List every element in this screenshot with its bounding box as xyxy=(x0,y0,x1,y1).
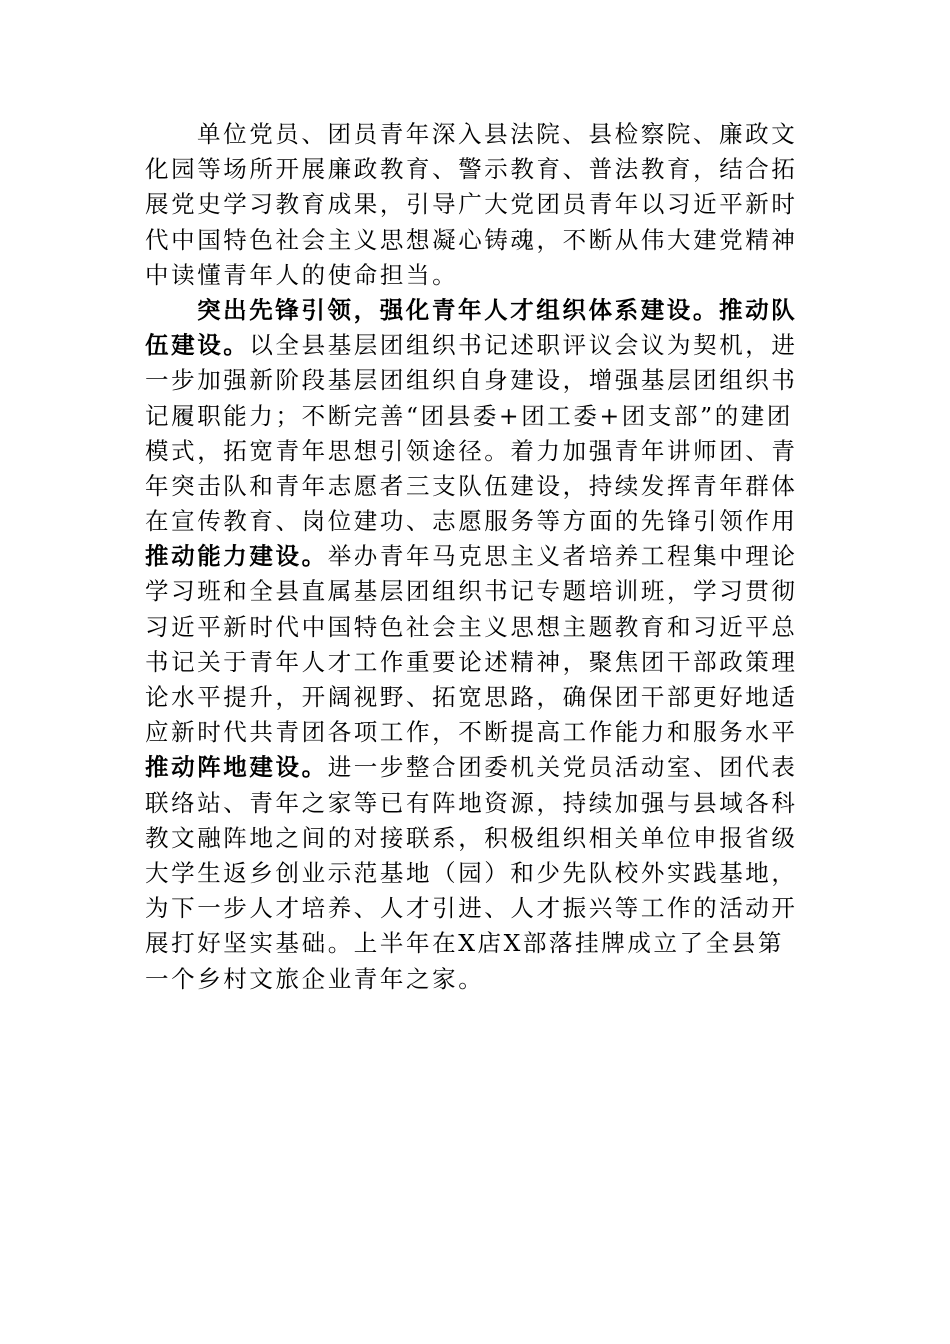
paragraph-2-line: 在宣传教育、岗位建功、志愿服务等方面的先锋引领作用 xyxy=(145,507,798,536)
paragraph-1-line: 展党史学习教育成果，引导广大党团员青年以习近平新时 xyxy=(145,190,798,219)
paragraph-2-line: 习近平新时代中国特色社会主义思想主题教育和习近平总 xyxy=(145,612,798,641)
paragraph-2-line: 教文融阵地之间的对接联系，积极组织相关单位申报省级 xyxy=(145,823,798,852)
paragraph-2-line: 模式，拓宽青年思想引领途径。着力加强青年讲师团、青 xyxy=(145,436,798,465)
subsection-heading-team: 推动队 xyxy=(719,295,798,324)
body-text: 举办青年马克思主义者培养工程集中理论 xyxy=(327,542,798,571)
body-text: 进一步整合团委机关党员活动室、团代表 xyxy=(327,753,798,782)
paragraph-2-line: 年突击队和青年志愿者三支队伍建设，持续发挥青年群体 xyxy=(145,471,798,500)
section-heading: 突出先锋引领，强化青年人才组织体系建设。 xyxy=(197,295,719,324)
paragraph-2-line: 为下一步人才培养、人才引进、人才振兴等工作的活动开 xyxy=(145,894,798,923)
document-body xyxy=(145,117,805,997)
paragraph-1-line: 单位党员、团员青年深入县法院、县检察院、廉政文 xyxy=(197,120,798,148)
body-text: 以全县基层团组织书记述职评议会议为契机，进 xyxy=(249,331,798,360)
paragraph-2-line: 书记关于青年人才工作重要论述精神，聚焦团干部政策理 xyxy=(145,647,798,676)
paragraph-2-line: 记履职能力；不断完善“团县委+团工委+团支部”的建团 xyxy=(145,401,794,430)
paragraph-2-line xyxy=(145,750,805,785)
paragraph-1-line: 代中国特色社会主义思想凝心铸魂，不断从伟大建党精神 xyxy=(145,225,798,254)
paragraph-2-line: 展打好坚实基础。上半年在X店X部落挂牌成立了全县第 xyxy=(145,929,784,958)
paragraph-2-line: 论水平提升，开阔视野、拓宽思路，确保团干部更好地适 xyxy=(145,683,798,711)
paragraph-1 xyxy=(145,117,805,293)
paragraph-2-line: 大学生返乡创业示范基地（园）和少先队校外实践基地， xyxy=(145,858,798,887)
paragraph-1-line: 化园等场所开展廉政教育、警示教育、普法教育，结合拓 xyxy=(145,155,798,184)
paragraph-2-line: 联络站、青年之家等已有阵地资源，持续加强与县域各科 xyxy=(145,788,798,817)
paragraph-2 xyxy=(145,293,805,997)
subsection-heading-team-cont: 伍建设。 xyxy=(145,331,250,360)
subsection-heading-ability: 推动能力建设。 xyxy=(145,542,328,571)
paragraph-2-line: 一个乡村文旅企业青年之家。 xyxy=(145,964,485,993)
paragraph-2-line xyxy=(145,293,805,328)
paragraph-2-line: 学习班和全县直属基层团组织书记专题培训班，学习贯彻 xyxy=(145,577,798,606)
paragraph-2-line: 应新时代共青团各项工作，不断提高工作能力和服务水平 xyxy=(145,718,798,747)
subsection-heading-position: 推动阵地建设。 xyxy=(145,753,328,782)
paragraph-1-line: 中读懂青年人的使命担当。 xyxy=(145,260,459,289)
paragraph-2-line xyxy=(145,328,805,363)
paragraph-2-line xyxy=(145,539,805,574)
paragraph-2-line: 一步加强新阶段基层团组织自身建设，增强基层团组织书 xyxy=(145,366,798,395)
